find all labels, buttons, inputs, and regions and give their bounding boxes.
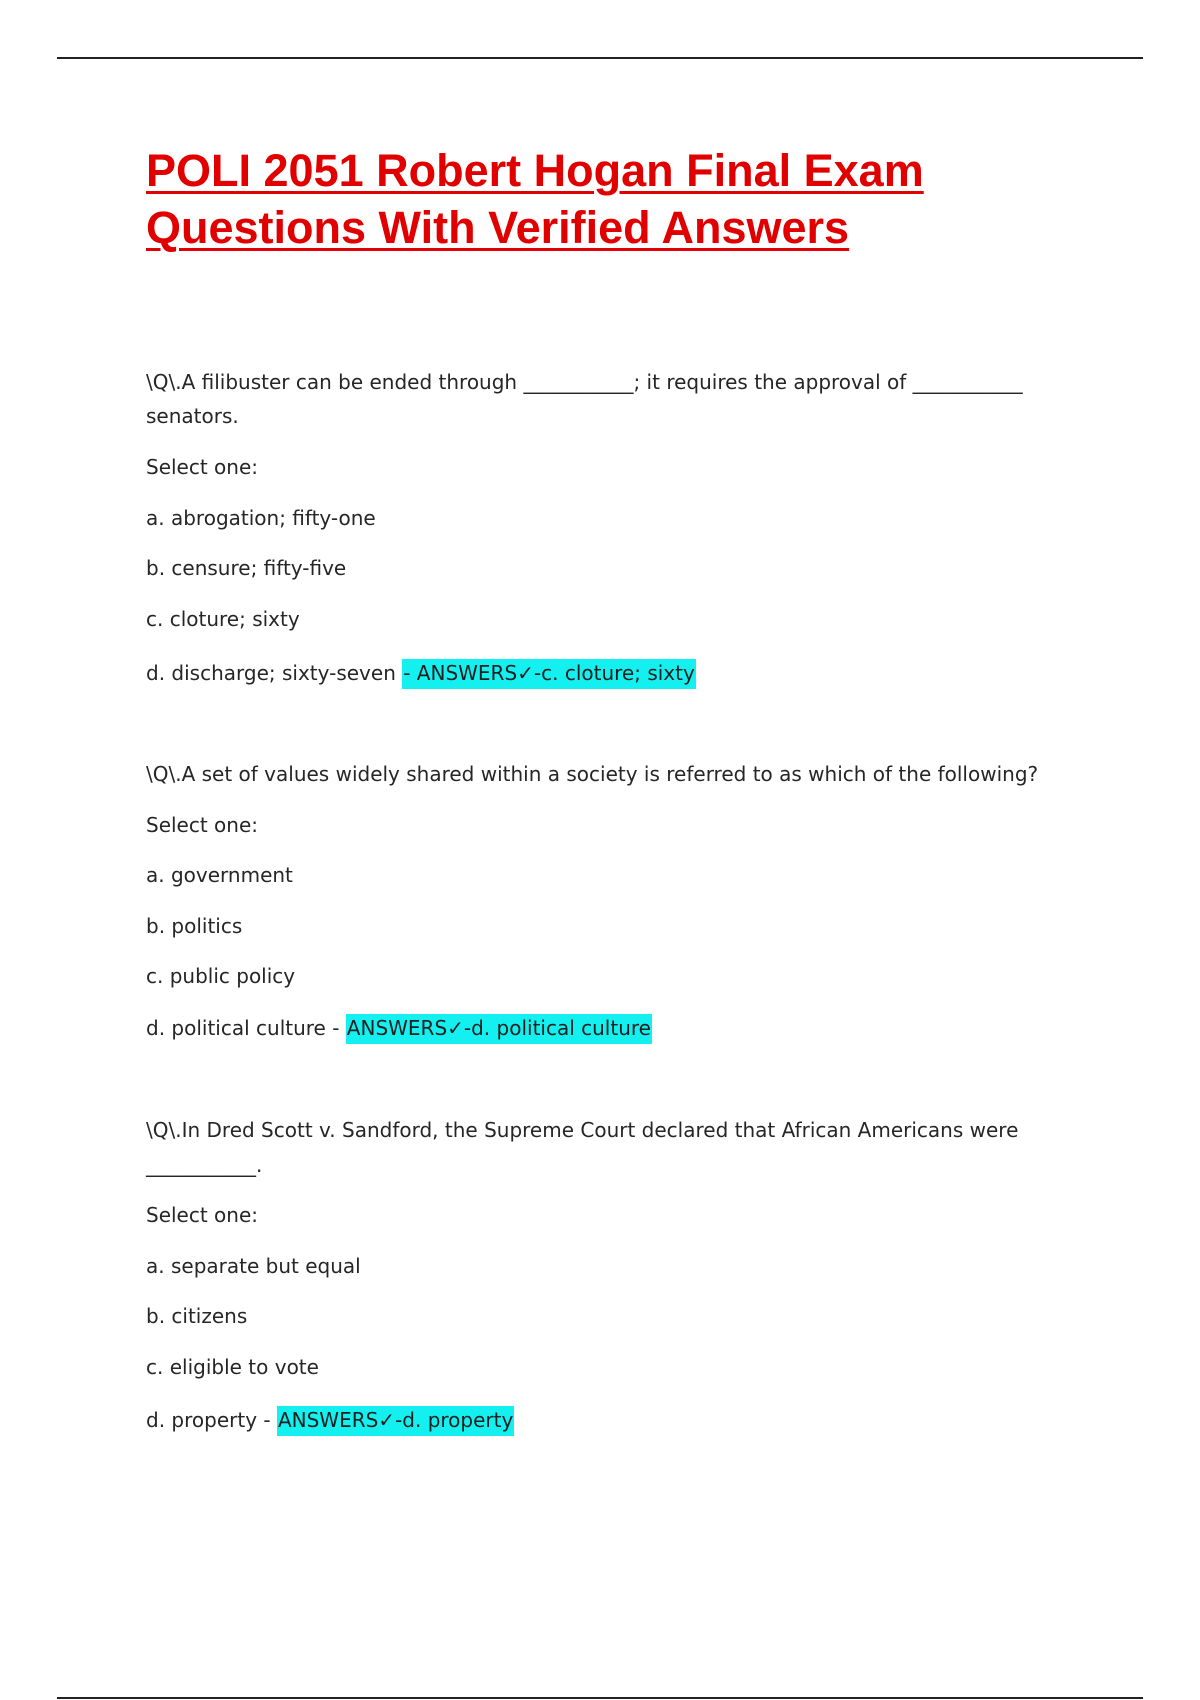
answer-highlight: ANSWERS✓-d. property (277, 1406, 514, 1436)
option-b: b. censure; fifty-five (146, 556, 347, 580)
select-one-label: Select one: (146, 455, 259, 479)
option-d-text: d. property - (146, 1408, 277, 1432)
answer-highlight: - ANSWERS✓-c. cloture; sixty (402, 659, 696, 689)
footer-rule (57, 1697, 1143, 1699)
option-c: c. eligible to vote (146, 1355, 319, 1379)
document-title (146, 142, 1106, 256)
question-stem: \Q\.A filibuster can be ended through ___________; it requires the approval of ___________ (146, 370, 1023, 394)
question-stem-continued: ___________. (146, 1153, 263, 1177)
option-d (146, 1014, 652, 1042)
option-a: a. separate but equal (146, 1254, 361, 1278)
select-one-label: Select one: (146, 1203, 259, 1227)
option-c: c. cloture; sixty (146, 607, 300, 631)
question-stem-continued: senators. (146, 404, 239, 428)
question-stem: \Q\.A set of values widely shared within a society is referred to as which of the following? (146, 762, 1039, 786)
header-rule (57, 57, 1143, 59)
option-d (146, 659, 696, 687)
option-d (146, 1406, 514, 1434)
option-a: a. abrogation; fifty-one (146, 506, 376, 530)
option-b: b. citizens (146, 1304, 248, 1328)
option-d-text: d. discharge; sixty-seven (146, 661, 396, 685)
select-one-label: Select one: (146, 813, 259, 837)
answer-highlight: ANSWERS✓-d. political culture (346, 1014, 652, 1044)
option-b: b. politics (146, 914, 243, 938)
question-stem: \Q\.In Dred Scott v. Sandford, the Supreme Court declared that African Americans were (146, 1118, 1019, 1142)
option-a: a. government (146, 863, 293, 887)
title-line-2: Questions With Verified Answers (146, 202, 850, 253)
title-line-1: POLI 2051 Robert Hogan Final Exam (146, 145, 924, 196)
option-c: c. public policy (146, 964, 296, 988)
option-d-text: d. political culture - (146, 1016, 346, 1040)
